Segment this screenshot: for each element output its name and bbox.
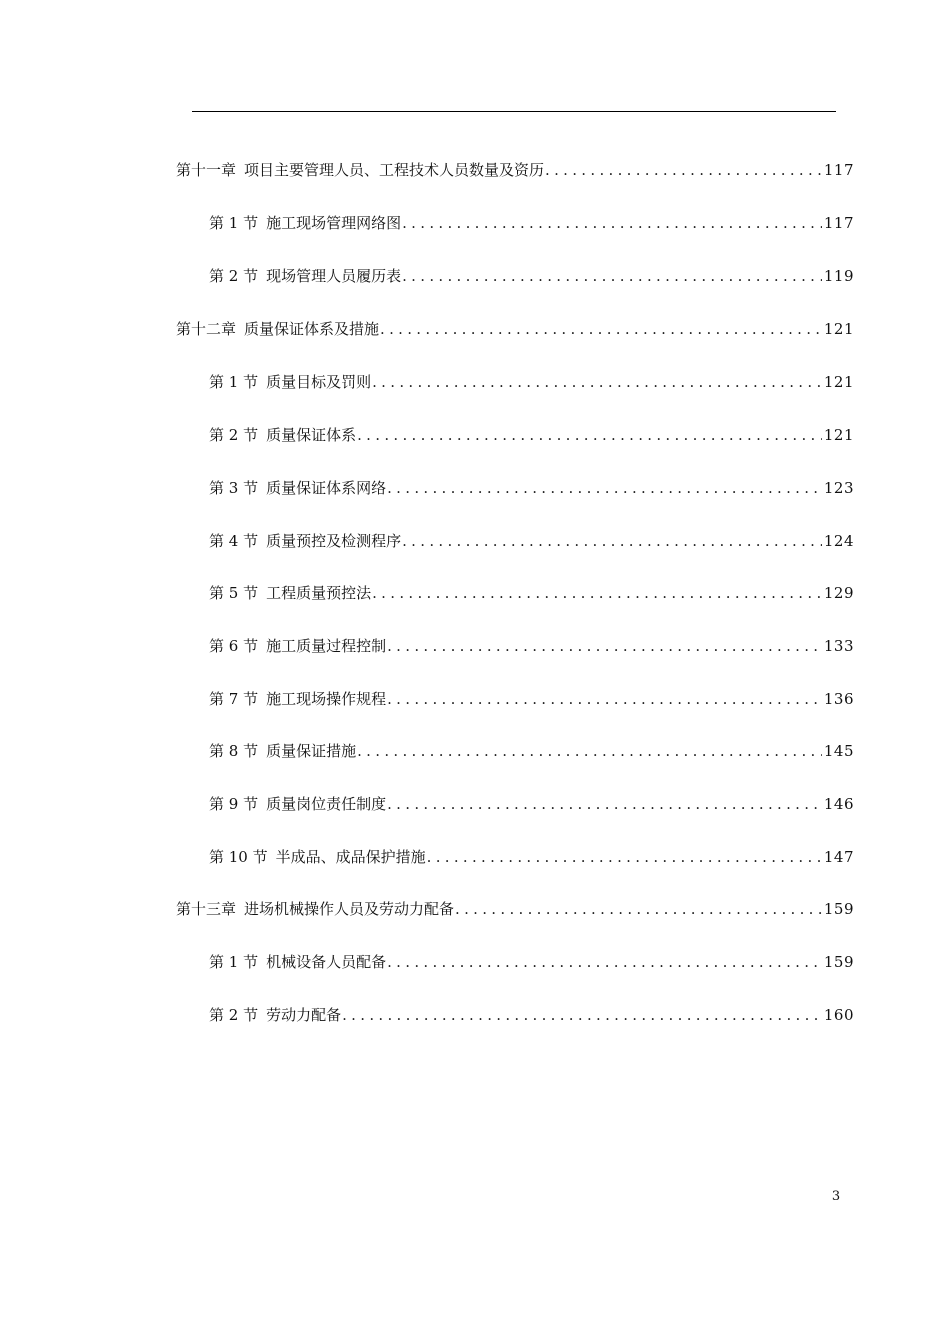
toc-entry-title: 质量岗位责任制度 — [266, 795, 387, 813]
toc-entry-number: 第十二章 — [176, 320, 237, 338]
toc-entry-title: 现场管理人员履历表 — [266, 267, 402, 285]
toc-entry-number: 第 3 节 — [209, 479, 259, 497]
toc-entry-page: 117 — [823, 214, 854, 232]
toc-section-12-9[interactable] — [209, 792, 854, 816]
toc-entry-number: 第 1 节 — [209, 214, 259, 232]
toc-entry-page: 160 — [823, 1006, 854, 1024]
toc-section-12-6[interactable] — [209, 634, 854, 658]
toc-entry-page: 145 — [823, 742, 854, 760]
toc-entry-title: 施工质量过程控制 — [266, 637, 387, 655]
toc-entry-page: 136 — [823, 690, 854, 708]
toc-chapter-11[interactable] — [176, 158, 854, 182]
toc-entry-title: 工程质量预控法 — [266, 584, 372, 602]
toc-entry-number: 第 2 节 — [209, 267, 259, 285]
toc-entry-page: 147 — [823, 848, 854, 866]
toc-dot-leader — [372, 581, 822, 605]
toc-dot-leader — [427, 845, 822, 869]
toc-entry-number: 第 6 节 — [209, 637, 259, 655]
toc-chapter-13[interactable] — [176, 897, 854, 921]
toc-section-13-2[interactable] — [209, 1003, 854, 1027]
toc-section-12-8[interactable] — [209, 739, 854, 763]
toc-chapter-12[interactable] — [176, 317, 854, 341]
toc-entry-page: 124 — [823, 532, 854, 550]
toc-dot-leader — [342, 1003, 822, 1027]
toc-dot-leader — [387, 634, 822, 658]
toc-entry-number: 第 1 节 — [209, 373, 259, 391]
toc-entry-number: 第 2 节 — [209, 426, 259, 444]
toc-entry-page: 123 — [823, 479, 854, 497]
toc-dot-leader — [387, 687, 822, 711]
toc-section-12-10[interactable] — [209, 845, 854, 869]
page-number: 3 — [831, 1189, 841, 1204]
toc-entry-title: 施工现场操作规程 — [266, 690, 387, 708]
toc-entry-page: 121 — [823, 373, 854, 391]
toc-section-12-1[interactable] — [209, 370, 854, 394]
toc-dot-leader — [455, 897, 822, 921]
toc-entry-page: 117 — [823, 161, 854, 179]
toc-section-12-7[interactable] — [209, 687, 854, 711]
toc-entry-page: 146 — [823, 795, 854, 813]
toc-dot-leader — [372, 370, 822, 394]
toc-entry-title: 劳动力配备 — [266, 1006, 342, 1024]
toc-section-12-4[interactable] — [209, 529, 854, 553]
toc-entry-page: 159 — [823, 900, 854, 918]
toc-section-12-3[interactable] — [209, 476, 854, 500]
toc-dot-leader — [402, 211, 822, 235]
toc-dot-leader — [357, 423, 822, 447]
toc-entry-page: 159 — [823, 953, 854, 971]
toc-entry-number: 第 4 节 — [209, 532, 259, 550]
toc-entry-number: 第 1 节 — [209, 953, 259, 971]
toc-section-13-1[interactable] — [209, 950, 854, 974]
toc-entry-number: 第十一章 — [176, 161, 237, 179]
toc-entry-title: 质量保证体系网络 — [266, 479, 387, 497]
toc-entry-number: 第 2 节 — [209, 1006, 259, 1024]
toc-entry-title: 质量目标及罚则 — [266, 373, 372, 391]
toc-dot-leader — [402, 264, 822, 288]
toc-entry-number: 第 10 节 — [209, 848, 268, 866]
toc-section-11-2[interactable] — [209, 264, 854, 288]
toc-entry-number: 第 7 节 — [209, 690, 259, 708]
toc-entry-title: 施工现场管理网络图 — [266, 214, 402, 232]
toc-entry-number: 第 5 节 — [209, 584, 259, 602]
toc-entry-title: 进场机械操作人员及劳动力配备 — [244, 900, 455, 918]
toc-dot-leader — [387, 792, 822, 816]
toc-entry-page: 121 — [823, 320, 854, 338]
toc-entry-title: 质量保证措施 — [266, 742, 357, 760]
toc-dot-leader — [357, 739, 822, 763]
toc-dot-leader — [545, 158, 822, 182]
toc-section-12-5[interactable] — [209, 581, 854, 605]
toc-section-11-1[interactable] — [209, 211, 854, 235]
toc-entry-title: 质量预控及检测程序 — [266, 532, 402, 550]
toc-entry-page: 119 — [823, 267, 854, 285]
toc-entry-title: 质量保证体系及措施 — [244, 320, 380, 338]
toc-entry-title: 机械设备人员配备 — [266, 953, 387, 971]
toc-dot-leader — [380, 317, 822, 341]
toc-dot-leader — [387, 476, 822, 500]
toc-entry-page: 129 — [823, 584, 854, 602]
toc-dot-leader — [402, 529, 822, 553]
toc-entry-page: 133 — [823, 637, 854, 655]
toc-dot-leader — [387, 950, 822, 974]
toc-entry-page: 121 — [823, 426, 854, 444]
toc-entry-title: 质量保证体系 — [266, 426, 357, 444]
toc-entry-title: 半成品、成品保护措施 — [275, 848, 426, 866]
toc-entry-number: 第 9 节 — [209, 795, 259, 813]
toc-entry-number: 第十三章 — [176, 900, 237, 918]
toc-entry-title: 项目主要管理人员、工程技术人员数量及资历 — [244, 161, 545, 179]
toc-section-12-2[interactable] — [209, 423, 854, 447]
toc-entry-number: 第 8 节 — [209, 742, 259, 760]
